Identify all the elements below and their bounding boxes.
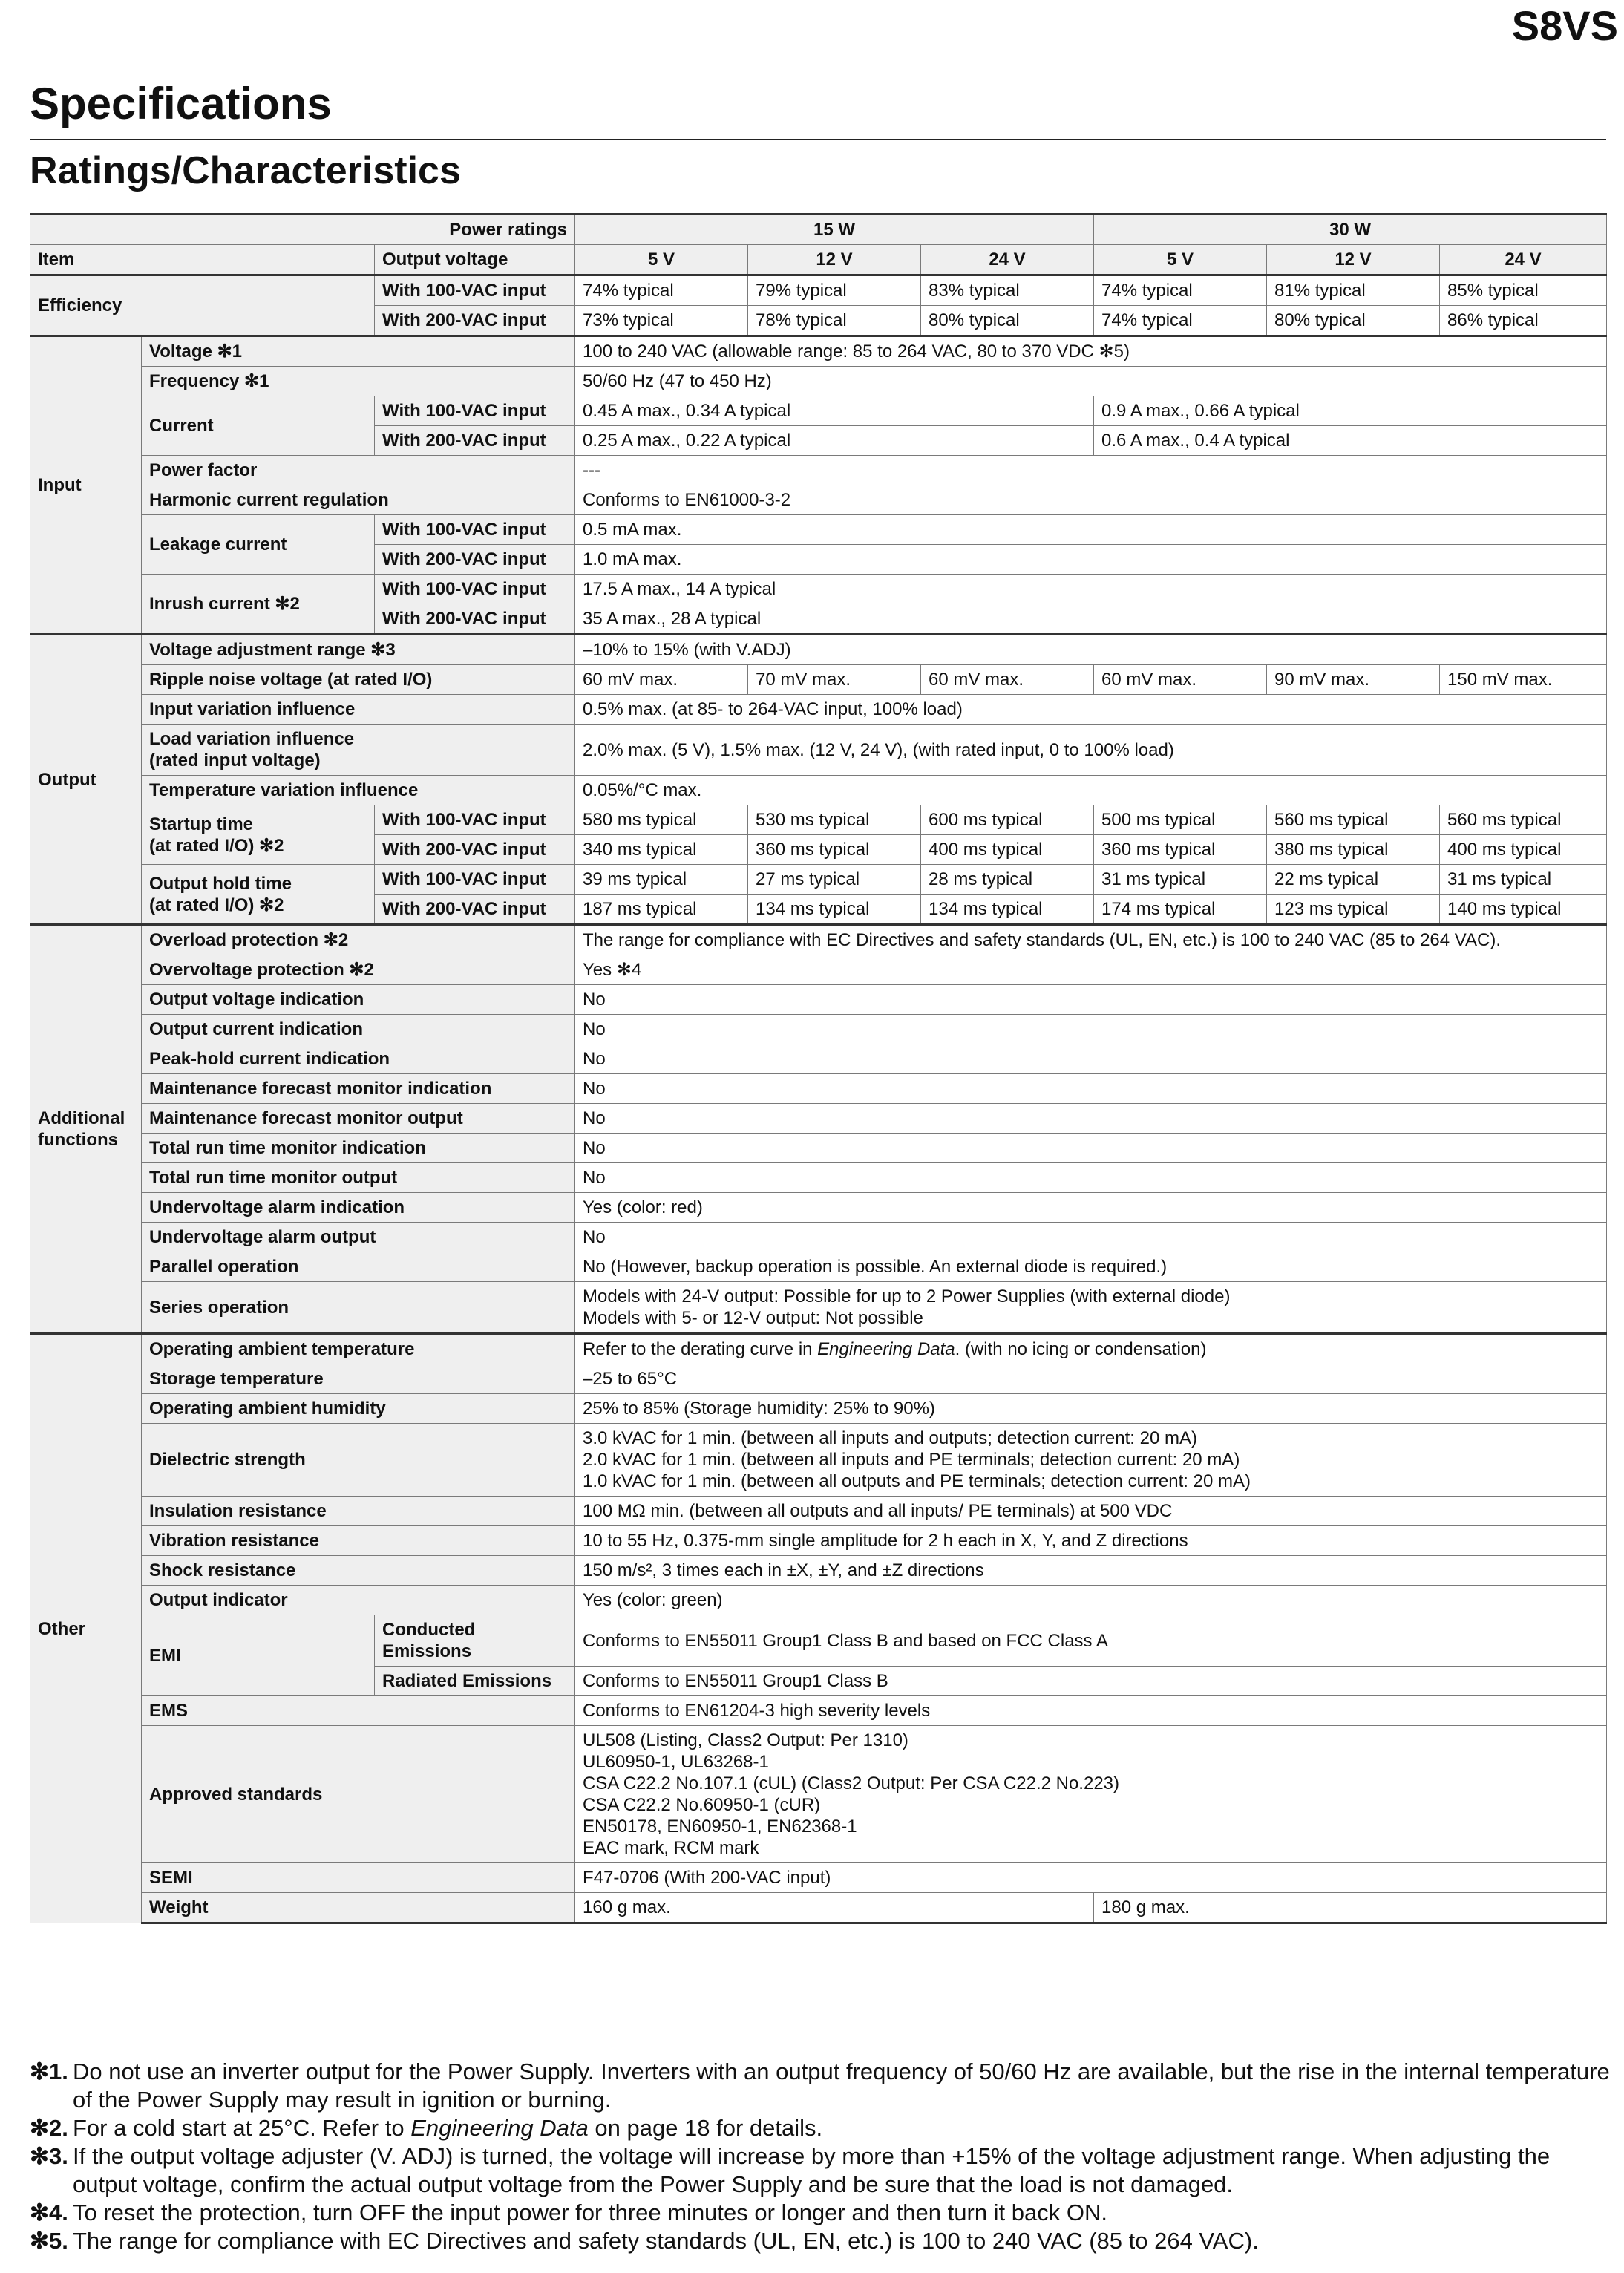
cell: No (575, 1134, 1607, 1163)
cell: 74% typical (1094, 275, 1267, 306)
sub-200vac: With 200-VAC input (375, 604, 575, 635)
title-rule (30, 139, 1606, 140)
cell: 81% typical (1267, 275, 1440, 306)
item-label: Item (30, 245, 375, 275)
output-hold-row-100 (30, 865, 1607, 895)
row-label: Overvoltage protection ✻2 (142, 955, 575, 985)
row-label: Current (142, 396, 375, 456)
cell: 79% typical (748, 275, 921, 306)
other-row (30, 1556, 1607, 1586)
cell: 600 ms typical (921, 805, 1094, 835)
power-ratings-label: Power ratings (30, 215, 575, 245)
row-label: Undervoltage alarm indication (142, 1193, 575, 1223)
cell: Conforms to EN61000-3-2 (575, 485, 1607, 515)
cell: 0.25 A max., 0.22 A typical (575, 426, 1094, 456)
cell: 400 ms typical (1440, 835, 1607, 865)
row-label: Voltage ✻1 (142, 336, 575, 367)
footnote-mark: ✻2. (30, 2115, 68, 2141)
cell (575, 1334, 1607, 1364)
cell: The range for compliance with EC Directives and safety standards (UL, EN, etc.) is 100 to 240 VAC (85 to 264 VAC). (575, 925, 1607, 955)
other-row (30, 1526, 1607, 1556)
row-label: Peak-hold current indication (142, 1044, 575, 1074)
additional-row (30, 1163, 1607, 1193)
cell: Conforms to EN55011 Group1 Class B (575, 1667, 1607, 1696)
row-label: Weight (142, 1893, 575, 1923)
cell: 10 to 55 Hz, 0.375-mm single amplitude for 2 h each in X, Y, and Z directions (575, 1526, 1607, 1556)
footnote (30, 2114, 1611, 2142)
row-label: Dielectric strength (142, 1424, 575, 1497)
cell: 3.0 kVAC for 1 min. (between all inputs and outputs; detection current: 20 mA) 2.0 kVAC for 1 min. (between all inputs and PE terminals; detection current: 20 mA) 1.0 kVAC for 1 min. (between all outputs and PE terminals; detection current: 20 mA) (575, 1424, 1607, 1497)
row-label: SEMI (142, 1863, 575, 1893)
text: Refer to the derating curve in (583, 1339, 818, 1359)
row-label: Leakage current (142, 515, 375, 575)
cell: 174 ms typical (1094, 895, 1267, 925)
page-title: Specifications (30, 79, 332, 128)
row-label: Output current indication (142, 1015, 575, 1044)
input-current-row-100 (30, 396, 1607, 426)
row-label: Output hold time (at rated I/O) ✻2 (142, 865, 375, 925)
footnote-text (73, 2114, 1611, 2142)
row-label: Maintenance forecast monitor indication (142, 1074, 575, 1104)
row-label: Inrush current ✻2 (142, 575, 375, 635)
additional-row (30, 1015, 1607, 1044)
row-label: EMS (142, 1696, 575, 1726)
col-30w: 30 W (1094, 215, 1607, 245)
cell: No (575, 1163, 1607, 1193)
output-voltage-label: Output voltage (375, 245, 575, 275)
cell: 83% typical (921, 275, 1094, 306)
other-row (30, 1497, 1607, 1526)
cell: 180 g max. (1094, 1893, 1607, 1923)
additional-row (30, 925, 1607, 955)
cell: 150 mV max. (1440, 665, 1607, 695)
footnote-mark: ✻4. (30, 2200, 68, 2225)
cell: 1.0 mA max. (575, 545, 1607, 575)
cell: 580 ms typical (575, 805, 748, 835)
group-input: Input (30, 336, 142, 635)
header-row-voltage (30, 245, 1607, 275)
additional-row (30, 955, 1607, 985)
cell: 0.5 mA max. (575, 515, 1607, 545)
cell: No (575, 1104, 1607, 1134)
additional-row (30, 1074, 1607, 1104)
cell: Yes ✻4 (575, 955, 1607, 985)
col-15w-5v: 5 V (575, 245, 748, 275)
cell: 31 ms typical (1094, 865, 1267, 895)
cell: 60 mV max. (575, 665, 748, 695)
group-output: Output (30, 635, 142, 925)
cell: 27 ms typical (748, 865, 921, 895)
col-15w-24v: 24 V (921, 245, 1094, 275)
cell: 17.5 A max., 14 A typical (575, 575, 1607, 604)
row-label: Total run time monitor output (142, 1163, 575, 1193)
output-vadj-row (30, 635, 1607, 665)
sub-200vac: With 200-VAC input (375, 306, 575, 336)
sub-conducted: Conducted Emissions (375, 1615, 575, 1667)
cell: 50/60 Hz (47 to 450 Hz) (575, 367, 1607, 396)
footnote (30, 2142, 1611, 2199)
row-label: Startup time (at rated I/O) ✻2 (142, 805, 375, 865)
output-inputvar-row (30, 695, 1607, 725)
cell: No (575, 1223, 1607, 1252)
sub-100vac: With 100-VAC input (375, 575, 575, 604)
footnote-text: To reset the protection, turn OFF the input power for three minutes or longer and then turn it back ON. (73, 2200, 1107, 2225)
other-row (30, 1364, 1607, 1394)
additional-row (30, 1223, 1607, 1252)
footnotes (30, 2058, 1611, 2255)
footnote-text: Do not use an inverter output for the Power Supply. Inverters with an output frequency of 50/60 Hz are available, but the rise in the internal temperature of the Power Supply may result in ignition or burning. (73, 2058, 1610, 2113)
cell: 90 mV max. (1267, 665, 1440, 695)
cell: Models with 24-V output: Possible for up to 2 Power Supplies (with external diode) Models with 5- or 12-V output: Not possible (575, 1282, 1607, 1334)
cell: 73% typical (575, 306, 748, 336)
cell: 28 ms typical (921, 865, 1094, 895)
footnote (30, 2227, 1611, 2255)
cell: 340 ms typical (575, 835, 748, 865)
cell: No (575, 1074, 1607, 1104)
cell: 70 mV max. (748, 665, 921, 695)
output-tempvar-row (30, 776, 1607, 805)
cell: 187 ms typical (575, 895, 748, 925)
cell: 74% typical (1094, 306, 1267, 336)
output-loadvar-row (30, 725, 1607, 776)
input-pf-row (30, 456, 1607, 485)
other-weight-row (30, 1893, 1607, 1923)
cell: –10% to 15% (with V.ADJ) (575, 635, 1607, 665)
cell: UL508 (Listing, Class2 Output: Per 1310) UL60950-1, UL63268-1 CSA C22.2 No.107.1 (cUL) (Class2 Output: Per CSA C22.2 No.223) CSA C22.2 No.60950-1 (cUR) EN50178, EN60950-1, EN62368-1 EAC mark, RCM mark (575, 1726, 1607, 1863)
cell: Conforms to EN61204-3 high severity levels (575, 1696, 1607, 1726)
cell: 60 mV max. (1094, 665, 1267, 695)
col-30w-24v: 24 V (1440, 245, 1607, 275)
sub-100vac: With 100-VAC input (375, 805, 575, 835)
cell: 35 A max., 28 A typical (575, 604, 1607, 635)
row-label: Output voltage indication (142, 985, 575, 1015)
cell: No (575, 985, 1607, 1015)
additional-row (30, 1193, 1607, 1223)
footnote-text: The range for compliance with EC Directives and safety standards (UL, EN, etc.) is 100 to 240 VAC (85 to 264 VAC). (73, 2228, 1259, 2254)
cell: Yes (color: red) (575, 1193, 1607, 1223)
input-inrush-row-100 (30, 575, 1607, 604)
sub-200vac: With 200-VAC input (375, 835, 575, 865)
text: . (with no icing or condensation) (955, 1339, 1207, 1359)
col-15w: 15 W (575, 215, 1094, 245)
cell: 160 g max. (575, 1893, 1094, 1923)
cell: No (575, 1015, 1607, 1044)
cell: 380 ms typical (1267, 835, 1440, 865)
cell: 0.6 A max., 0.4 A typical (1094, 426, 1607, 456)
row-label: Load variation influence (rated input voltage) (142, 725, 575, 776)
row-label: Frequency ✻1 (142, 367, 575, 396)
cell: 0.05%/°C max. (575, 776, 1607, 805)
other-row (30, 1424, 1607, 1497)
row-label: Operating ambient temperature (142, 1334, 575, 1364)
row-label: Vibration resistance (142, 1526, 575, 1556)
row-label: Parallel operation (142, 1252, 575, 1282)
sub-100vac: With 100-VAC input (375, 865, 575, 895)
additional-row (30, 1134, 1607, 1163)
cell: Conforms to EN55011 Group1 Class B and based on FCC Class A (575, 1615, 1607, 1667)
cell: 0.5% max. (at 85- to 264-VAC input, 100% load) (575, 695, 1607, 725)
group-efficiency: Efficiency (30, 275, 375, 336)
cell: 100 to 240 VAC (allowable range: 85 to 264 VAC, 80 to 370 VDC ✻5) (575, 336, 1607, 367)
additional-row (30, 1104, 1607, 1134)
cell: 39 ms typical (575, 865, 748, 895)
cell: 2.0% max. (5 V), 1.5% max. (12 V, 24 V), (with rated input, 0 to 100% load) (575, 725, 1607, 776)
row-label: Voltage adjustment range ✻3 (142, 635, 575, 665)
cell: 100 MΩ min. (between all outputs and all inputs/ PE terminals) at 500 VDC (575, 1497, 1607, 1526)
cell: 140 ms typical (1440, 895, 1607, 925)
cell: 74% typical (575, 275, 748, 306)
row-label: Output indicator (142, 1586, 575, 1615)
sub-200vac: With 200-VAC input (375, 426, 575, 456)
additional-row (30, 1252, 1607, 1282)
row-label: Storage temperature (142, 1364, 575, 1394)
cell: 0.9 A max., 0.66 A typical (1094, 396, 1607, 426)
row-label: Shock resistance (142, 1556, 575, 1586)
col-30w-12v: 12 V (1267, 245, 1440, 275)
cell: F47-0706 (With 200-VAC input) (575, 1863, 1607, 1893)
section-title: Ratings/Characteristics (30, 149, 461, 192)
row-label: Maintenance forecast monitor output (142, 1104, 575, 1134)
cell: 60 mV max. (921, 665, 1094, 695)
cell: --- (575, 456, 1607, 485)
sub-radiated: Radiated Emissions (375, 1667, 575, 1696)
row-label: Insulation resistance (142, 1497, 575, 1526)
cell: 530 ms typical (748, 805, 921, 835)
footnote-mark: ✻3. (30, 2143, 68, 2169)
row-label: Undervoltage alarm output (142, 1223, 575, 1252)
cell: 80% typical (1267, 306, 1440, 336)
header-row-power (30, 215, 1607, 245)
row-label: Temperature variation influence (142, 776, 575, 805)
row-label: Total run time monitor indication (142, 1134, 575, 1163)
row-label: Operating ambient humidity (142, 1394, 575, 1424)
col-15w-12v: 12 V (748, 245, 921, 275)
group-other: Other (30, 1334, 142, 1923)
cell: 78% typical (748, 306, 921, 336)
efficiency-row-100 (30, 275, 1607, 306)
sub-200vac: With 200-VAC input (375, 545, 575, 575)
row-label: Input variation influence (142, 695, 575, 725)
output-ripple-row (30, 665, 1607, 695)
text: on page 18 for details. (588, 2115, 823, 2141)
cell: 22 ms typical (1267, 865, 1440, 895)
cell: 360 ms typical (1094, 835, 1267, 865)
additional-row (30, 1282, 1607, 1334)
cell: –25 to 65°C (575, 1364, 1607, 1394)
cell: 85% typical (1440, 275, 1607, 306)
other-row (30, 1394, 1607, 1424)
other-row (30, 1586, 1607, 1615)
cell: 150 m/s², 3 times each in ±X, ±Y, and ±Z directions (575, 1556, 1607, 1586)
other-row (30, 1726, 1607, 1863)
row-label: Approved standards (142, 1726, 575, 1863)
cell: 25% to 85% (Storage humidity: 25% to 90%) (575, 1394, 1607, 1424)
col-30w-5v: 5 V (1094, 245, 1267, 275)
row-label: Ripple noise voltage (at rated I/O) (142, 665, 575, 695)
model-code: S8VS (1511, 2, 1618, 49)
cell: 360 ms typical (748, 835, 921, 865)
row-label: Overload protection ✻2 (142, 925, 575, 955)
footnote-mark: ✻1. (30, 2058, 68, 2084)
row-label: EMI (142, 1615, 375, 1696)
sub-100vac: With 100-VAC input (375, 515, 575, 545)
cell: 31 ms typical (1440, 865, 1607, 895)
other-row (30, 1863, 1607, 1893)
cell: 86% typical (1440, 306, 1607, 336)
input-leakage-row-100 (30, 515, 1607, 545)
cell: 0.45 A max., 0.34 A typical (575, 396, 1094, 426)
other-emi-row-conducted (30, 1615, 1607, 1667)
row-label: Series operation (142, 1282, 575, 1334)
cell: No (575, 1044, 1607, 1074)
engineering-data-ref: Engineering Data (410, 2115, 589, 2141)
cell: 134 ms typical (748, 895, 921, 925)
sub-100vac: With 100-VAC input (375, 275, 575, 306)
text: For a cold start at 25°C. Refer to (73, 2115, 411, 2141)
input-frequency-row (30, 367, 1607, 396)
output-startup-row-100 (30, 805, 1607, 835)
row-label: Power factor (142, 456, 575, 485)
other-row (30, 1334, 1607, 1364)
row-label: Harmonic current regulation (142, 485, 575, 515)
footnote-text: If the output voltage adjuster (V. ADJ) is turned, the voltage will increase by more than +15% of the voltage adjustment range. When adjusting the output voltage, confirm the actual output voltage from the Power Supply and be sure that the load is not damaged. (73, 2143, 1551, 2197)
spec-table (30, 213, 1607, 1924)
footnote-mark: ✻5. (30, 2228, 68, 2254)
footnote (30, 2058, 1611, 2114)
cell: 500 ms typical (1094, 805, 1267, 835)
cell: Yes (color: green) (575, 1586, 1607, 1615)
cell: 560 ms typical (1267, 805, 1440, 835)
cell: 123 ms typical (1267, 895, 1440, 925)
cell: 560 ms typical (1440, 805, 1607, 835)
group-additional: Additional functions (30, 925, 142, 1334)
additional-row (30, 1044, 1607, 1074)
footnote (30, 2199, 1611, 2227)
cell: 134 ms typical (921, 895, 1094, 925)
additional-row (30, 985, 1607, 1015)
input-voltage-row (30, 336, 1607, 367)
input-harmonic-row (30, 485, 1607, 515)
cell: No (However, backup operation is possible. An external diode is required.) (575, 1252, 1607, 1282)
sub-100vac: With 100-VAC input (375, 396, 575, 426)
engineering-data-ref: Engineering Data (817, 1339, 955, 1359)
cell: 80% typical (921, 306, 1094, 336)
other-row (30, 1696, 1607, 1726)
sub-200vac: With 200-VAC input (375, 895, 575, 925)
cell: 400 ms typical (921, 835, 1094, 865)
